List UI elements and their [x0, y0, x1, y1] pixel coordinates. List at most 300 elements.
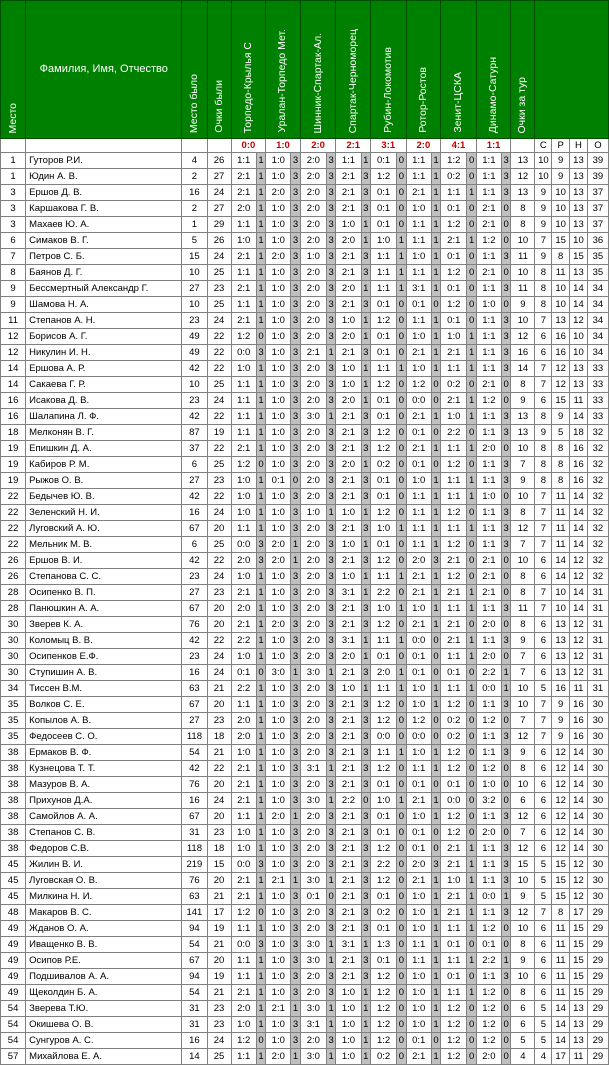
cell-forecast: 2:1 — [476, 553, 501, 569]
cell-n: 14 — [570, 521, 588, 537]
cell-name: Зеленский Н. И. — [26, 505, 182, 521]
cell-was-place: 76 — [182, 617, 207, 633]
cell-match-points: 0 — [501, 825, 510, 841]
cell-match-points: 1 — [501, 681, 510, 697]
cell-forecast: 1:1 — [370, 745, 396, 761]
cell-c: 5 — [535, 1033, 552, 1049]
cell-forecast: 2:1 — [441, 905, 467, 921]
cell-forecast: 2:1 — [406, 569, 431, 585]
cell-forecast: 2:0 — [300, 633, 326, 649]
cell-forecast: 1:0 — [266, 969, 291, 985]
cell-match-points: 1 — [467, 905, 476, 921]
cell-c: 8 — [535, 265, 552, 281]
cell-forecast: 1:1 — [406, 489, 431, 505]
cell-forecast: 1:0 — [336, 313, 361, 329]
cell-place: 28 — [1, 601, 26, 617]
cell-match-points: 1 — [467, 521, 476, 537]
cell-match-points: 1 — [326, 953, 335, 969]
cell-match-points: 0 — [291, 473, 300, 489]
cell-forecast: 2:1 — [406, 617, 431, 633]
cell-match-points: 3 — [291, 889, 300, 905]
cell-tour-points: 13 — [511, 425, 535, 441]
match-result: 1:1 — [476, 139, 511, 153]
cell-forecast: 2:0 — [300, 281, 326, 297]
cell-c: 9 — [535, 249, 552, 265]
cell-name: Волков С. Е. — [26, 697, 182, 713]
cell-forecast: 2:1 — [441, 841, 467, 857]
cell-match-points: 0 — [431, 1033, 440, 1049]
cell-c: 7 — [535, 361, 552, 377]
cell-forecast: 2:0 — [300, 601, 326, 617]
cell-tour-points: 6 — [511, 1017, 535, 1033]
cell-match-points: 3 — [501, 281, 510, 297]
cell-match-points: 0 — [397, 857, 406, 873]
cell-n: 16 — [570, 713, 588, 729]
cell-match-points: 0 — [467, 313, 476, 329]
cell-tour-points: 8 — [511, 569, 535, 585]
cell-name: Осипенков Е.Ф. — [26, 649, 182, 665]
header-c: С — [535, 139, 552, 153]
cell-forecast: 1:2 — [370, 697, 396, 713]
cell-name: Зверева Т.Ю. — [26, 1001, 182, 1017]
cell-match-points: 3 — [326, 649, 335, 665]
cell-match-points: 1 — [501, 953, 510, 969]
cell-r: 12 — [552, 809, 570, 825]
cell-n: 12 — [570, 569, 588, 585]
cell-forecast: 1:1 — [476, 169, 501, 185]
cell-forecast: 1:1 — [441, 921, 467, 937]
cell-match-points: 3 — [361, 761, 370, 777]
cell-match-points: 3 — [501, 153, 510, 169]
cell-r: 15 — [552, 889, 570, 905]
cell-r: 12 — [552, 377, 570, 393]
cell-was-place: 141 — [182, 905, 207, 921]
cell-place: 22 — [1, 489, 26, 505]
cell-match-points: 0 — [467, 825, 476, 841]
cell-r: 13 — [552, 649, 570, 665]
cell-match-points: 0 — [397, 329, 406, 345]
match-result: 3:1 — [370, 139, 406, 153]
cell-forecast: 1:1 — [476, 905, 501, 921]
cell-forecast: 2:1 — [336, 185, 361, 201]
cell-forecast: 2:0 — [231, 201, 256, 217]
cell-forecast: 1:0 — [266, 825, 291, 841]
cell-forecast: 1:2 — [406, 713, 431, 729]
cell-forecast: 2:1 — [441, 233, 467, 249]
cell-place: 11 — [1, 313, 26, 329]
cell-match-points: 3 — [361, 777, 370, 793]
cell-forecast: 1:1 — [476, 281, 501, 297]
cell-match-points: 0 — [501, 569, 510, 585]
cell-forecast: 1:2 — [441, 809, 467, 825]
cell-c: 9 — [535, 425, 552, 441]
cell-forecast: 1:2 — [476, 1001, 501, 1017]
cell-match-points: 1 — [256, 361, 265, 377]
cell-match-points: 1 — [256, 249, 265, 265]
cell-was-points: 22 — [207, 633, 231, 649]
cell-match-points: 3 — [291, 1033, 300, 1049]
cell-r: 16 — [552, 329, 570, 345]
cell-name: Кузнецова Т. Т. — [26, 761, 182, 777]
cell-match-points: 1 — [467, 361, 476, 377]
cell-match-points: 3 — [501, 873, 510, 889]
cell-n: 15 — [570, 953, 588, 969]
cell-match-points: 3 — [256, 857, 265, 873]
cell-match-points: 0 — [397, 505, 406, 521]
cell-forecast: 1:0 — [406, 201, 431, 217]
cell-match-points: 3 — [291, 329, 300, 345]
cell-match-points: 1 — [326, 873, 335, 889]
cell-was-place: 2 — [182, 201, 207, 217]
cell-match-points: 1 — [467, 185, 476, 201]
cell-forecast: 2:1 — [336, 601, 361, 617]
cell-match-points: 1 — [467, 921, 476, 937]
cell-match-points: 1 — [431, 681, 440, 697]
cell-r: 8 — [552, 249, 570, 265]
table-row — [1, 441, 609, 457]
table-row — [1, 697, 609, 713]
cell-was-place: 4 — [182, 153, 207, 169]
cell-match-points: 0 — [397, 153, 406, 169]
cell-forecast: 0:2 — [370, 1049, 396, 1065]
cell-o: 37 — [587, 217, 608, 233]
cell-match-points: 0 — [397, 393, 406, 409]
cell-was-points: 22 — [207, 761, 231, 777]
cell-c: 7 — [535, 585, 552, 601]
cell-forecast: 1:2 — [441, 265, 467, 281]
cell-match-points: 0 — [397, 649, 406, 665]
cell-forecast: 0:0 — [476, 889, 501, 905]
cell-match-points: 1 — [361, 377, 370, 393]
cell-match-points: 3 — [501, 857, 510, 873]
table-row — [1, 537, 609, 553]
table-row — [1, 889, 609, 905]
cell-forecast: 2:1 — [336, 905, 361, 921]
header-match-2: Уралан-Торпедо Мет. — [266, 1, 301, 139]
table-row — [1, 297, 609, 313]
cell-forecast: 1:1 — [406, 521, 431, 537]
cell-forecast: 2:1 — [231, 585, 256, 601]
cell-place: 1 — [1, 169, 26, 185]
cell-forecast: 1:2 — [441, 297, 467, 313]
cell-place: 38 — [1, 793, 26, 809]
cell-r: 9 — [552, 729, 570, 745]
cell-match-points: 1 — [431, 761, 440, 777]
cell-tour-points: 9 — [511, 745, 535, 761]
cell-forecast: 1:1 — [231, 377, 256, 393]
cell-match-points: 3 — [501, 249, 510, 265]
cell-forecast: 1:1 — [476, 857, 501, 873]
cell-o: 32 — [587, 521, 608, 537]
cell-match-points: 1 — [431, 601, 440, 617]
header-tour-points: Очки за тур — [511, 1, 535, 139]
cell-match-points: 3 — [501, 185, 510, 201]
cell-place: 35 — [1, 697, 26, 713]
cell-match-points: 1 — [467, 633, 476, 649]
cell-match-points: 3 — [291, 601, 300, 617]
cell-forecast: 1:1 — [441, 953, 467, 969]
cell-match-points: 3 — [291, 233, 300, 249]
cell-was-place: 49 — [182, 345, 207, 361]
cell-match-points: 1 — [431, 361, 440, 377]
cell-match-points: 3 — [326, 601, 335, 617]
cell-match-points: 0 — [501, 393, 510, 409]
table-row — [1, 633, 609, 649]
cell-forecast: 2:0 — [336, 233, 361, 249]
cell-name: Панюшкин А. А. — [26, 601, 182, 617]
cell-was-place: 6 — [182, 537, 207, 553]
cell-match-points: 1 — [326, 1049, 335, 1065]
cell-tour-points: 5 — [511, 1033, 535, 1049]
cell-forecast: 1:1 — [370, 681, 396, 697]
cell-match-points: 3 — [361, 297, 370, 313]
cell-match-points: 1 — [467, 441, 476, 457]
cell-match-points: 0 — [431, 393, 440, 409]
cell-forecast: 2:0 — [336, 329, 361, 345]
cell-forecast: 1:1 — [476, 873, 501, 889]
table-row — [1, 1017, 609, 1033]
cell-forecast: 1:0 — [266, 953, 291, 969]
cell-c: 6 — [535, 345, 552, 361]
cell-forecast: 2:1 — [441, 585, 467, 601]
cell-forecast: 2:0 — [300, 489, 326, 505]
cell-match-points: 3 — [501, 745, 510, 761]
cell-forecast: 1:2 — [476, 233, 501, 249]
cell-forecast: 1:0 — [406, 1017, 431, 1033]
cell-match-points: 1 — [361, 281, 370, 297]
cell-match-points: 1 — [256, 825, 265, 841]
cell-match-points: 1 — [467, 393, 476, 409]
cell-match-points: 3 — [326, 521, 335, 537]
cell-place: 18 — [1, 425, 26, 441]
cell-o: 34 — [587, 313, 608, 329]
cell-match-points: 1 — [467, 985, 476, 1001]
cell-forecast: 2:1 — [231, 169, 256, 185]
cell-match-points: 3 — [501, 809, 510, 825]
cell-forecast: 1:0 — [300, 249, 326, 265]
cell-forecast: 1:1 — [406, 265, 431, 281]
cell-forecast: 0:0 — [231, 537, 256, 553]
cell-match-points: 3 — [501, 329, 510, 345]
cell-forecast: 2:1 — [336, 297, 361, 313]
cell-r: 13 — [552, 617, 570, 633]
cell-match-points: 0 — [326, 889, 335, 905]
cell-forecast: 1:1 — [370, 633, 396, 649]
cell-forecast: 2:1 — [406, 185, 431, 201]
cell-match-points: 0 — [501, 937, 510, 953]
cell-forecast: 2:1 — [231, 313, 256, 329]
cell-name: Исакова Д. В. — [26, 393, 182, 409]
cell-forecast: 1:2 — [406, 377, 431, 393]
cell-forecast: 1:1 — [231, 1049, 256, 1065]
cell-n: 14 — [570, 489, 588, 505]
cell-o: 31 — [587, 585, 608, 601]
cell-forecast: 2:1 — [231, 985, 256, 1001]
cell-tour-points: 9 — [511, 889, 535, 905]
cell-match-points: 1 — [501, 889, 510, 905]
cell-match-points: 3 — [326, 569, 335, 585]
cell-forecast: 2:0 — [370, 665, 396, 681]
cell-match-points: 3 — [326, 185, 335, 201]
cell-forecast: 2:0 — [300, 585, 326, 601]
cell-was-points: 25 — [207, 377, 231, 393]
cell-match-points: 3 — [326, 281, 335, 297]
cell-match-points: 0 — [397, 345, 406, 361]
header-was-points: Очки были — [207, 1, 231, 139]
cell-forecast: 1:0 — [266, 633, 291, 649]
cell-c: 6 — [535, 969, 552, 985]
cell-forecast: 2:0 — [300, 745, 326, 761]
cell-was-place: 54 — [182, 745, 207, 761]
cell-o: 29 — [587, 905, 608, 921]
cell-forecast: 2:0 — [300, 473, 326, 489]
cell-was-points: 26 — [207, 153, 231, 169]
cell-r: 9 — [552, 169, 570, 185]
cell-c: 7 — [535, 505, 552, 521]
cell-forecast: 1:1 — [441, 649, 467, 665]
table-row — [1, 505, 609, 521]
cell-forecast: 0:1 — [370, 537, 396, 553]
cell-match-points: 3 — [361, 425, 370, 441]
cell-forecast: 1:2 — [441, 505, 467, 521]
match-result: 0:0 — [231, 139, 266, 153]
cell-was-points: 25 — [207, 1049, 231, 1065]
cell-was-points: 23 — [207, 1001, 231, 1017]
cell-c: 8 — [535, 281, 552, 297]
cell-tour-points: 10 — [511, 553, 535, 569]
cell-name: Ершова А. Р. — [26, 361, 182, 377]
cell-match-points: 0 — [501, 761, 510, 777]
cell-r: 12 — [552, 841, 570, 857]
cell-forecast: 1:1 — [476, 153, 501, 169]
cell-forecast: 2:1 — [336, 265, 361, 281]
cell-n: 14 — [570, 409, 588, 425]
cell-match-points: 0 — [397, 409, 406, 425]
cell-forecast: 1:0 — [266, 265, 291, 281]
cell-forecast: 1:1 — [441, 473, 467, 489]
cell-tour-points: 9 — [511, 393, 535, 409]
cell-place: 12 — [1, 329, 26, 345]
table-row — [1, 841, 609, 857]
cell-forecast: 1:0 — [370, 601, 396, 617]
cell-match-points: 1 — [256, 649, 265, 665]
cell-n: 17 — [570, 905, 588, 921]
cell-forecast: 2:0 — [300, 713, 326, 729]
cell-match-points: 3 — [256, 937, 265, 953]
cell-forecast: 2:0 — [406, 553, 431, 569]
cell-forecast: 1:1 — [231, 425, 256, 441]
cell-c: 6 — [535, 793, 552, 809]
cell-forecast: 1:0 — [266, 201, 291, 217]
cell-match-points: 1 — [397, 681, 406, 697]
cell-c: 7 — [535, 697, 552, 713]
cell-r: 11 — [552, 985, 570, 1001]
cell-was-points: 27 — [207, 169, 231, 185]
cell-forecast: 0:1 — [406, 297, 431, 313]
cell-place: 34 — [1, 681, 26, 697]
cell-tour-points: 12 — [511, 169, 535, 185]
cell-match-points: 1 — [431, 233, 440, 249]
cell-n: 14 — [570, 777, 588, 793]
cell-forecast: 1:2 — [441, 569, 467, 585]
cell-match-points: 0 — [501, 649, 510, 665]
cell-was-points: 21 — [207, 681, 231, 697]
cell-match-points: 3 — [326, 857, 335, 873]
cell-forecast: 2:0 — [300, 313, 326, 329]
cell-forecast: 0:0 — [476, 681, 501, 697]
cell-forecast: 1:2 — [370, 1033, 396, 1049]
table-row — [1, 281, 609, 297]
cell-r: 11 — [552, 937, 570, 953]
cell-match-points: 0 — [397, 297, 406, 313]
cell-tour-points: 10 — [511, 313, 535, 329]
cell-match-points: 3 — [326, 473, 335, 489]
cell-n: 13 — [570, 185, 588, 201]
cell-match-points: 0 — [501, 1049, 510, 1065]
cell-forecast: 2:1 — [406, 873, 431, 889]
cell-match-points: 3 — [361, 953, 370, 969]
cell-c: 8 — [535, 297, 552, 313]
cell-place: 30 — [1, 617, 26, 633]
cell-match-points: 1 — [467, 873, 476, 889]
cell-forecast: 0:1 — [441, 969, 467, 985]
cell-tour-points: 12 — [511, 521, 535, 537]
cell-name: Сунгуров А. С. — [26, 1033, 182, 1049]
table-row — [1, 649, 609, 665]
cell-forecast: 1:2 — [231, 457, 256, 473]
cell-match-points: 1 — [326, 937, 335, 953]
cell-place: 22 — [1, 521, 26, 537]
cell-match-points: 1 — [256, 809, 265, 825]
cell-o: 32 — [587, 505, 608, 521]
cell-forecast: 1:2 — [476, 761, 501, 777]
cell-n: 13 — [570, 377, 588, 393]
header-match-7: Зенит-ЦСКА — [441, 1, 477, 139]
cell-c: 5 — [535, 1017, 552, 1033]
cell-forecast: 1:2 — [441, 217, 467, 233]
cell-match-points: 1 — [361, 217, 370, 233]
cell-forecast: 3:0 — [300, 873, 326, 889]
cell-place: 38 — [1, 745, 26, 761]
cell-forecast: 1:0 — [266, 857, 291, 873]
table-row — [1, 201, 609, 217]
cell-tour-points: 8 — [511, 217, 535, 233]
cell-match-points: 1 — [256, 233, 265, 249]
cell-r: 8 — [552, 457, 570, 473]
cell-forecast: 1:0 — [266, 729, 291, 745]
cell-forecast: 2:0 — [300, 233, 326, 249]
cell-forecast: 1:0 — [336, 377, 361, 393]
cell-match-points: 1 — [256, 265, 265, 281]
cell-match-points: 0 — [467, 745, 476, 761]
cell-forecast: 0:2 — [370, 457, 396, 473]
cell-forecast: 2:2 — [476, 665, 501, 681]
cell-was-points: 24 — [207, 185, 231, 201]
cell-match-points: 1 — [256, 489, 265, 505]
cell-forecast: 0:1 — [370, 825, 396, 841]
cell-tour-points: 10 — [511, 969, 535, 985]
cell-forecast: 1:1 — [231, 297, 256, 313]
cell-tour-points: 9 — [511, 297, 535, 313]
cell-forecast: 1:0 — [336, 537, 361, 553]
cell-match-points: 3 — [291, 729, 300, 745]
cell-was-place: 27 — [182, 713, 207, 729]
cell-match-points: 0 — [501, 1033, 510, 1049]
cell-forecast: 2:1 — [476, 201, 501, 217]
cell-c: 5 — [535, 1001, 552, 1017]
cell-match-points: 1 — [256, 889, 265, 905]
cell-match-points: 1 — [256, 745, 265, 761]
